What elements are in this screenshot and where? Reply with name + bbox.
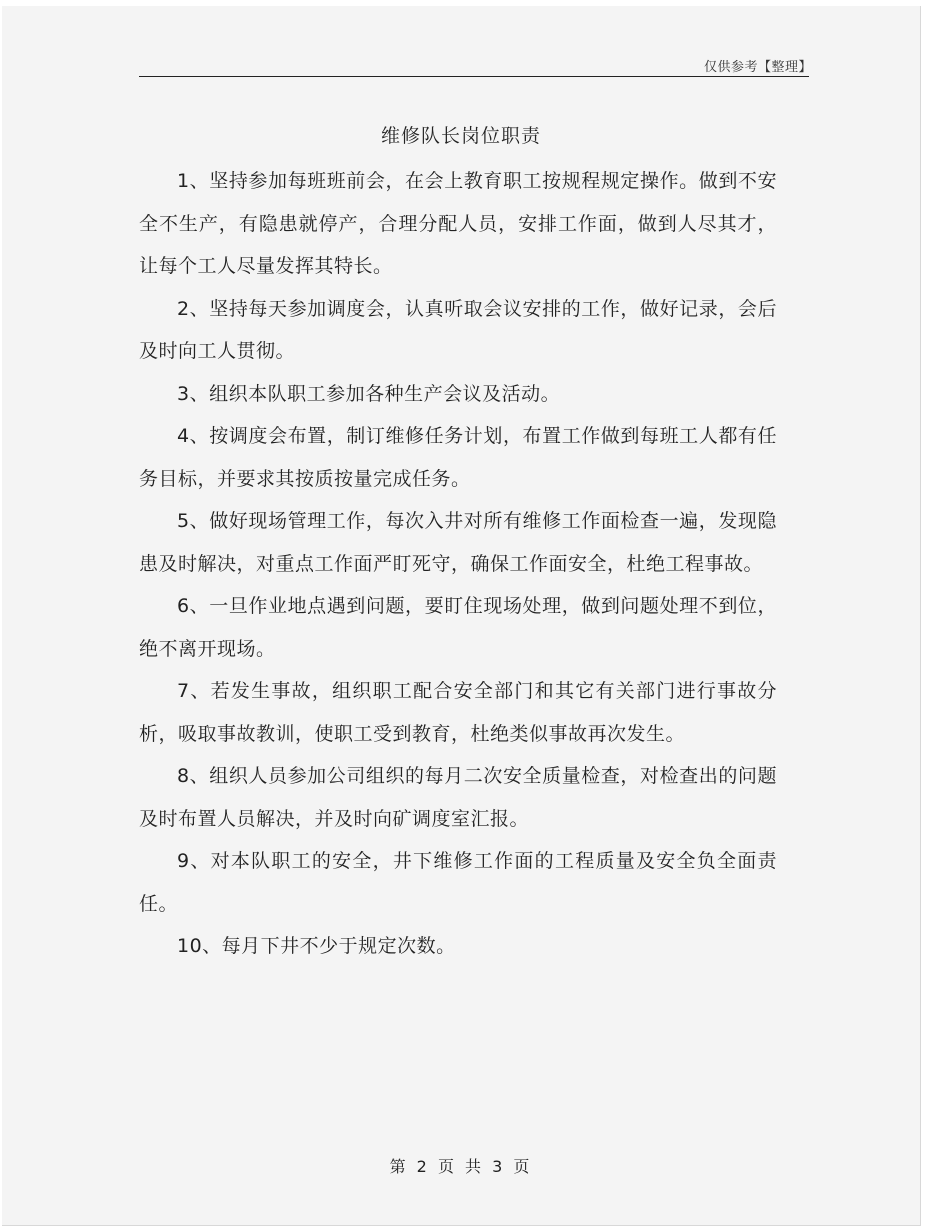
paragraph-10: 10、每月下井不少于规定次数。	[177, 935, 456, 957]
paragraph-1: 1、坚持参加每班班前会，在会上教育职工按规程规定操作。做到不安全不生产，有隐患就停产，合理分配人员，安排工作面，做到人尽其才，让每个工人尽量发挥其特长。	[139, 170, 777, 277]
document-page	[2, 6, 921, 1226]
paragraph-4: 4、按调度会布置，制订维修任务计划，布置工作做到每班工人都有任务目标，并要求其按质按量完成任务。	[139, 425, 777, 490]
paragraph-8: 8、组织人员参加公司组织的每月二次安全质量检查，对检查出的问题及时布置人员解决，并及时向矿调度室汇报。	[139, 765, 777, 830]
document-title: 维修队长岗位职责	[380, 125, 541, 147]
paragraph-3: 3、组织本队职工参加各种生产会议及活动。	[177, 382, 561, 405]
header-note: 仅供参考【整理】	[703, 60, 812, 75]
page-number-footer: 第 2 页 共 3 页	[389, 1157, 533, 1176]
header-rule	[139, 76, 809, 77]
document-body	[139, 160, 777, 968]
paragraph-5: 5、做好现场管理工作，每次入井对所有维修工作面检查一遍，发现隐患及时解决，对重点工作面严盯死守，确保工作面安全，杜绝工程事故。	[139, 510, 777, 575]
paragraph-7: 7、若发生事故，组织职工配合安全部门和其它有关部门进行事故分析，吸取事故教训，使职工受到教育，杜绝类似事故再次发生。	[139, 680, 777, 745]
paragraph-9: 9、对本队职工的安全，井下维修工作面的工程质量及安全负全面责任。	[139, 850, 777, 915]
paragraph-6: 6、一旦作业地点遇到问题，要盯住现场处理，做到问题处理不到位，绝不离开现场。	[139, 595, 777, 660]
paragraph-2: 2、坚持每天参加调度会，认真听取会议安排的工作，做好记录，会后及时向工人贯彻。	[139, 297, 777, 362]
